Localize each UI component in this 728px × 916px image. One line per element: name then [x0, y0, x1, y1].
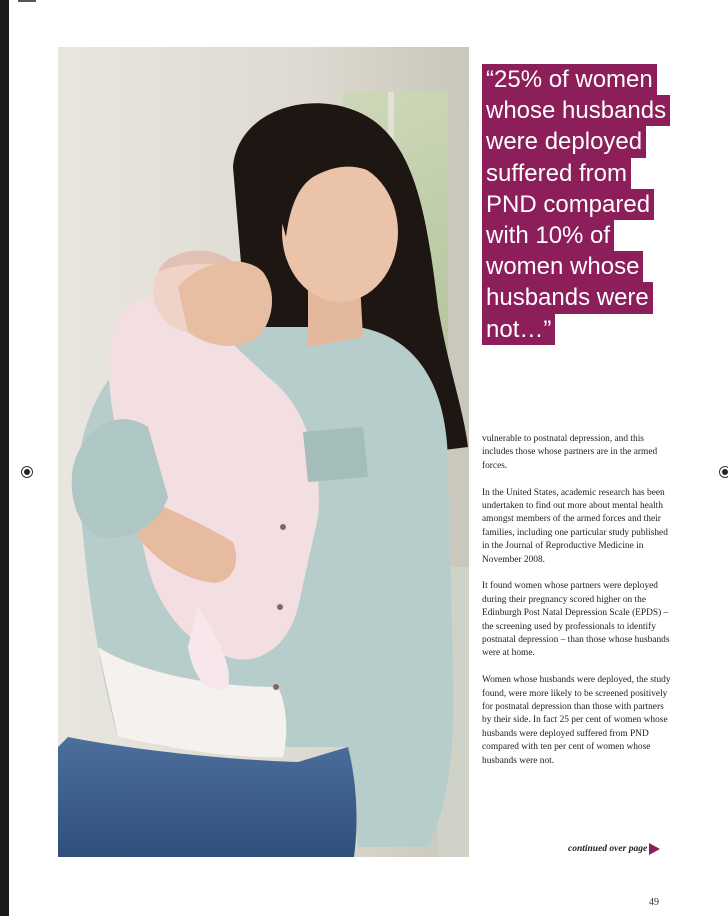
- body-paragraph: Women whose husbands were deployed, the study found, were more likely to be screened positively for postnatal depression than those with partners by their side. In fact 25 per cent of women whose husbands were deployed suffered from PND compared with ten per cent of women whose husbands were not.: [482, 675, 671, 766]
- pull-quote-line: were deployed: [482, 126, 646, 157]
- pull-quote-line: husbands were: [482, 282, 653, 313]
- pull-quote-line: “25% of women: [482, 64, 657, 95]
- page-number: 49: [649, 897, 659, 908]
- registration-mark-right: [719, 466, 728, 478]
- body-paragraph: vulnerable to postnatal depression, and this includes those whose partners are in the armed forces.: [482, 434, 658, 471]
- body-paragraph: It found women whose partners were deployed during their pregnancy scored higher on the Edinburgh Post Natal Depression Scale (EPDS) – the screening used by professionals to identify postnatal depression – than those whose husbands were at home.: [482, 581, 670, 659]
- pull-quote: [482, 64, 682, 345]
- mother-holding-baby-photo: [58, 47, 469, 857]
- body-paragraph: In the United States, academic research has been undertaken to find out more about mental health amongst members of the armed forces and their families, including one particular study published in the Journal of Reproductive Medicine in November 2008.: [482, 487, 668, 565]
- play-arrow-icon: [649, 843, 660, 855]
- pull-quote-line: women whose: [482, 251, 643, 282]
- registration-mark-left: [21, 466, 33, 478]
- crop-mark: [18, 0, 36, 2]
- pull-quote-line: PND compared: [482, 189, 654, 220]
- pull-quote-line: not…”: [482, 314, 555, 345]
- page-edge-bar: [0, 0, 9, 916]
- article-body: [482, 433, 672, 782]
- pull-quote-line: suffered from: [482, 158, 631, 189]
- pull-quote-line: with 10% of: [482, 220, 614, 251]
- pull-quote-line: whose husbands: [482, 95, 670, 126]
- continued-over-page-link[interactable]: continued over page: [568, 844, 648, 854]
